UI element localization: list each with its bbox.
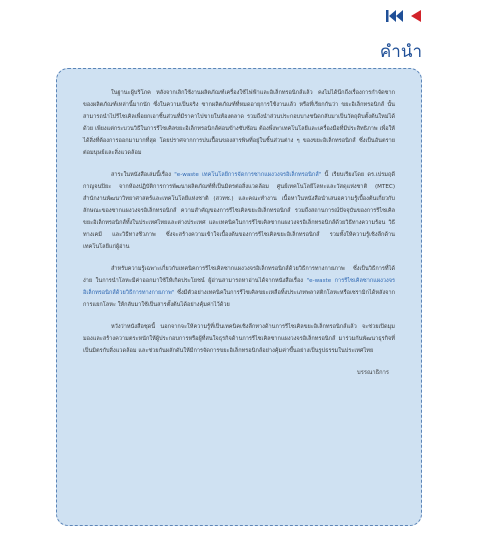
paragraph-3-body: ซึ่งมีตัวอย่างเทคนิคในการรีไซเคิลขยะเหลือทิ้งประเภทพลาสติกโลหะหรือเซรามิกได้หลังจากการแยกโลหะ ให้กลับมาใช้เป็นสารตั้งต้นได้อย่างคุ้มค่าไว้ด้วย — [83, 290, 395, 308]
paragraph-2-body: นี้ เรียบเรียงโดย ดร.เปรมฤดี กาญจนปิยะ จากห้องปฏิบัติการการพัฒนาผลิตภัณฑ์ที่เป็นมิตรต่อสิ่งแวดล้อม ศูนย์เทคโนโลยีโลหะและวัสดุแห่งชาติ (MTEC) สำนักงานพัฒนาวิทยาศาสตร์และเทคโนโลยีแห่งชาติ (สวทช.) และคณะทำงาน เนื้อหาในหนังสือนำเสนอความรู้เบื้องต้นเกี่ยวกับลักษณะของซากแผงวงจรอิเล็กทรอนิกส์ ความสำคัญของการรีไซเคิลขยะอิเล็กทรอนิกส์ รวมถึงสถานการณ์ปัจจุบันของการรีไซเคิลขยะอิเล็กทรอนิกส์ทั้งในประเทศไทยและต่างประเทศ และเทคนิคในการรีไซเคิลซากแผงวงจรอิเล็กทรอนิกส์ด้วยวิธีทางความร้อน วิธีทางเคมี และวิธีทางชีวภาพ ซึ่งจะสร้างความเข้าใจเบื้องต้นของการรีไซเคิลขยะอิเล็กทรอนิกส์ รวมทั้งให้ความรู้เชิงลึกด้านเทคโนโลยีแก่ผู้อ่าน — [83, 172, 395, 250]
preface-panel — [56, 68, 422, 526]
page-title: คำนำ — [379, 42, 422, 62]
double-left-arrow-icon — [386, 10, 404, 22]
previous-page-button[interactable] — [386, 10, 404, 22]
preface-paragraph-3 — [83, 263, 395, 311]
editor-signature: บรรณาธิการ — [357, 370, 389, 376]
page-navigation — [386, 10, 422, 22]
next-page-button[interactable] — [410, 10, 422, 22]
paragraph-2-intro: สาระในหนังสือเล่มนี้เรื่อง — [111, 172, 175, 178]
preface-paragraph-2 — [83, 169, 395, 253]
left-triangle-icon — [410, 10, 422, 22]
book-title-highlight: "e-waste เทคโนโลยีการจัดการซากแผงวงจรอิเล็กทรอนิกส์" — [174, 172, 322, 178]
paragraph-3-intro: สำหรับความรู้เฉพาะเกี่ยวกับเทคนิคการรีไซเคิลซากแผงวงจรอิเล็กทรอนิกส์ด้วยวิธีการทางกายภาพ ซึ่งเป็นวิธีการที่ได้ง่าย ในการนำโลหะมีค่าออกมาใช้ให้เกิดประโยชน์ ผู้อ่านสามารถหาอ่านได้จากหนังสือเรื่อง — [83, 266, 395, 284]
preface-paragraph-1: ในฐานะผู้บริโภค หลังจากเลิกใช้งานผลิตภัณฑ์เครื่องใช้ไฟฟ้าและอิเล็กทรอนิกส์แล้ว คงไม่ได้นึกถึงเรื่องการกำจัดซากของผลิตภัณฑ์เหล่านี้มากนัก ซึ่งในความเป็นจริง ซากผลิตภัณฑ์ที่หมดอายุการใช้งานแล้ว หรือที่เรียกกันว่า ขยะอิเล็กทรอนิกส์ นั้น สามารถนำไปรีไซเคิลเพื่อยกเอาชิ้นส่วนที่มีราคาไปขายในท้องตลาด รวมถึงนำส่วนประกอบบางชนิดกลับมาเป็นวัตถุดิบตั้งต้นใหม่ได้ด้วย เพียงแต่กระบวนวิธีในการรีไซเคิลขยะอิเล็กทรอนิกส์ค่อนข้างซับซ้อน ต้องพึ่งพาเทคโนโลยีและเครื่องมือที่มีประสิทธิภาพ เพื่อให้ได้สิ่งที่ต้องการออกมามากที่สุด โดยปราศจากการปนเปื้อนของสารพิษที่อยู่ในชิ้นส่วนต่าง ๆ ของขยะอิเล็กทรอนิกส์ ซึ่งเป็นอันตรายต่อมนุษย์และสิ่งแวดล้อม — [83, 90, 395, 156]
preface-paragraph-4: หวังว่าหนังสือชุดนี้ นอกจากจะให้ความรู้ที่เป็นเทคนิคเชิงลึกทางด้านการรีไซเคิลขยะอิเล็กทรอนิกส์แล้ว จะช่วยเปิดมุมมองและสร้างความตระหนักให้ผู้ประกอบการหรือผู้ที่สนใจธุรกิจด้านการรีไซเคิลซากแผงวงจรอิเล็กทรอนิกส์ มาร่วมกันพัฒนาธุรกิจที่เป็นมิตรกับสิ่งแวดล้อม และช่วยกันผลักดันให้มีการจัดการขยะอิเล็กทรอนิกส์อย่างคุ้มค่าขึ้นอย่างเป็นรูปธรรมในประเทศไทย — [83, 324, 395, 354]
related-book-title-highlight: "e-waste การรีไซเคิลซากแผงวงจรอิเล็กทรอนิกส์ด้วยวิธีการทางกายภาพ" — [83, 278, 395, 296]
